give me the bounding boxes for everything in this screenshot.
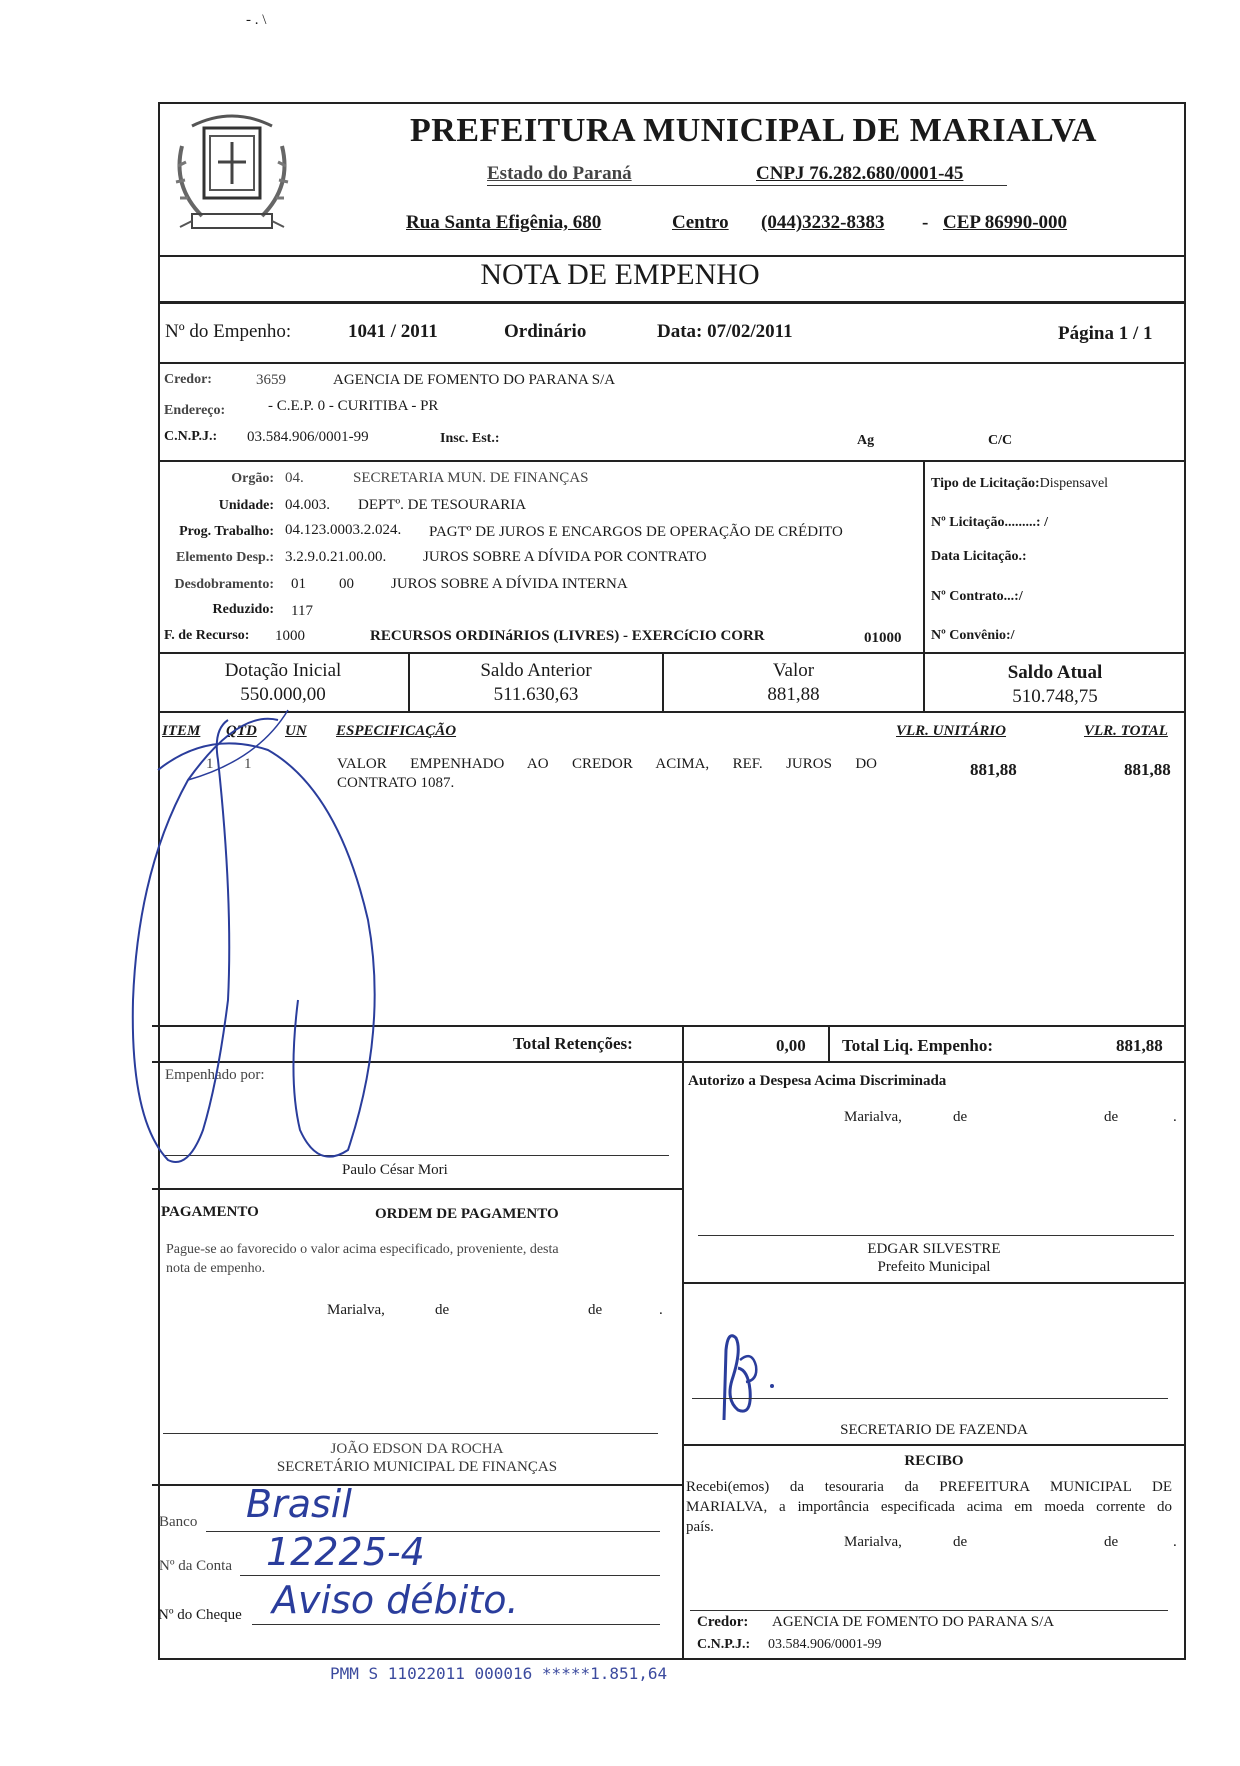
scan-mark: - . \: [246, 12, 267, 28]
unidade-code: 04.003.: [285, 497, 330, 513]
orgao-name: SECRETARIA MUN. DE FINANÇAS: [353, 470, 589, 486]
empenhado-label: Empenhado por:: [165, 1067, 265, 1083]
pagamento-text-line2: nota de empenho.: [166, 1261, 266, 1276]
orgao-code: 04.: [285, 470, 304, 486]
address-sep: -: [922, 212, 929, 233]
desdobramento-label: Desdobramento:: [174, 577, 274, 592]
desdobramento-name: JUROS SOBRE A DÍVIDA INTERNA: [391, 576, 628, 592]
state-label: Estado do Paraná: [487, 163, 632, 184]
credor-label: Credor:: [164, 372, 212, 387]
orgao-label: Orgão:: [231, 471, 274, 486]
total-liq-label: Total Liq. Empenho:: [842, 1036, 993, 1055]
recibo-cnpj-label: C.N.P.J.:: [697, 1637, 751, 1652]
recibo-credor-label: Credor:: [697, 1614, 749, 1630]
dotacao-inicial-label: Dotação Inicial: [224, 660, 342, 681]
cep: CEP 86990-000: [943, 212, 1068, 233]
autorizo-city: Marialva,: [844, 1109, 902, 1125]
autorizo-de2: de: [1104, 1109, 1119, 1125]
cheque-label: Nº do Cheque: [158, 1607, 242, 1623]
recurso-name: RECURSOS ORDINáRIOS (LIVRES) - EXERCíCIO CORR: [370, 628, 765, 644]
cnpj-label: C.N.P.J.:: [164, 429, 218, 444]
elemento-name: JUROS SOBRE A DÍVIDA POR CONTRATO: [423, 549, 707, 565]
secretario-financas-name: JOÃO EDSON DA ROCHA: [330, 1441, 504, 1457]
payment-stamp: PMM S 11022011 000016 *****1.851,64: [330, 1664, 668, 1683]
recibo-dot: .: [1173, 1534, 1177, 1550]
unidade-label: Unidade:: [218, 498, 274, 513]
recibo-de2: de: [1104, 1534, 1119, 1550]
banco-handwritten: Brasil: [246, 1482, 352, 1526]
recurso-code: 1000: [275, 628, 305, 644]
total-liq-value: 881,88: [1116, 1036, 1163, 1055]
recurso-label: F. de Recurso:: [164, 628, 250, 643]
cnpj-header: CNPJ 76.282.680/0001-45: [756, 163, 964, 184]
prog-label: Prog. Trabalho:: [179, 524, 274, 539]
item-spec-line1: VALOR EMPENHADO AO CREDOR ACIMA, REF. JUROS DO: [337, 756, 877, 772]
fazenda-signature-icon: [712, 1320, 782, 1430]
numero-convenio: Nº Convênio:/: [931, 628, 1015, 643]
valor-value: 881,88: [767, 684, 820, 705]
empenho-type: Ordinário: [504, 321, 587, 342]
pagamento-de2: de: [588, 1302, 603, 1318]
secretario-financas-role: SECRETÁRIO MUNICIPAL DE FINANÇAS: [276, 1459, 558, 1475]
saldo-anterior-value: 511.630,63: [493, 684, 579, 705]
recibo-text-line1: Recebi(emos) da tesouraria da PREFEITURA MUNICIPAL DE: [686, 1479, 1172, 1495]
page-number: Página 1 / 1: [1058, 323, 1153, 344]
valor-label: Valor: [772, 660, 815, 681]
col-especificacao: ESPECIFICAÇÃO: [336, 723, 457, 739]
recibo-label: RECIBO: [904, 1453, 964, 1469]
item-unit-value: 881,88: [970, 760, 1017, 779]
cnpj-value: 03.584.906/0001-99: [247, 429, 369, 445]
empenho-label: Nº do Empenho:: [165, 321, 292, 342]
pagamento-label: PAGAMENTO: [161, 1204, 259, 1220]
elemento-label: Elemento Desp.:: [176, 550, 274, 565]
col-item: ITEM: [162, 723, 201, 739]
saldo-anterior-label: Saldo Anterior: [480, 660, 592, 681]
col-vlr-unitario: VLR. UNITÁRIO: [896, 723, 1007, 739]
saldo-atual-label: Saldo Atual: [1007, 662, 1103, 683]
ordem-pagamento-label: ORDEM DE PAGAMENTO: [375, 1206, 559, 1222]
secretario-fazenda-role: SECRETARIO DE FAZENDA: [840, 1422, 1028, 1438]
empenhado-name: Paulo César Mori: [342, 1162, 448, 1178]
pagamento-city: Marialva,: [327, 1302, 385, 1318]
numero-licitacao: Nº Licitação.........: /: [931, 515, 1048, 530]
pagamento-de1: de: [435, 1302, 450, 1318]
saldo-atual-value: 510.748,75: [1012, 686, 1098, 707]
item-number: 1: [206, 756, 214, 772]
prog-code: 04.123.0003.2.024.: [285, 522, 402, 538]
total-retencoes-label: Total Retenções:: [513, 1034, 633, 1053]
prefeito-role: Prefeito Municipal: [877, 1259, 991, 1275]
doc-title: NOTA DE EMPENHO: [480, 258, 760, 291]
empenho-date: Data: 07/02/2011: [657, 321, 793, 342]
col-un: UN: [285, 723, 307, 739]
tipo-licitacao-label: Tipo de Licitação:Dispensavel: [931, 476, 1109, 491]
recibo-credor-name: AGENCIA DE FOMENTO DO PARANA S/A: [772, 1614, 1055, 1630]
recibo-cnpj-value: 03.584.906/0001-99: [768, 1637, 882, 1652]
autorizo-de1: de: [953, 1109, 968, 1125]
col-vlr-total: VLR. TOTAL: [1084, 723, 1168, 739]
desd-code1: 01: [291, 576, 306, 592]
prefeitura-title: PREFEITURA MUNICIPAL DE MARIALVA: [410, 112, 1097, 149]
district: Centro: [672, 212, 729, 233]
item-total-value: 881,88: [1124, 760, 1171, 779]
empenho-signature-icon: [128, 700, 448, 1170]
credor-code: 3659: [256, 372, 286, 388]
item-spec-line2: CONTRATO 1087.: [337, 775, 455, 791]
recibo-text-line3: país.: [686, 1519, 714, 1535]
address: Rua Santa Efigênia, 680: [406, 212, 602, 233]
phone: (044)3232-8383: [761, 212, 885, 233]
recibo-text-line2: MARIALVA, a importância especificada acima em moeda corrente do: [686, 1499, 1172, 1515]
ag-label: Ag: [857, 433, 875, 448]
tipo-licitacao-value: Dispensavel: [1039, 476, 1109, 491]
elemento-code: 3.2.9.0.21.00.00.: [285, 549, 387, 565]
autorizo-label: Autorizo a Despesa Acima Discriminada: [688, 1073, 947, 1089]
numero-contrato: Nº Contrato...:/: [931, 589, 1023, 604]
cheque-handwritten: Aviso débito.: [272, 1578, 519, 1622]
credor-name: AGENCIA DE FOMENTO DO PARANA S/A: [333, 372, 616, 388]
empenho-number: 1041 / 2011: [348, 321, 438, 342]
pagamento-dot: .: [659, 1302, 663, 1318]
recibo-de1: de: [953, 1534, 968, 1550]
autorizo-dot: .: [1173, 1109, 1177, 1125]
desd-code2: 00: [339, 576, 354, 592]
item-qtd: 1: [244, 756, 252, 772]
banco-label: Banco: [159, 1514, 198, 1530]
col-qtd: QTD: [226, 723, 257, 739]
recibo-city: Marialva,: [844, 1534, 902, 1550]
coat-of-arms-icon: [162, 106, 302, 250]
prog-name: PAGTº DE JUROS E ENCARGOS DE OPERAÇÃO DE CRÉDITO: [429, 524, 843, 540]
insc-label: Insc. Est.:: [440, 431, 500, 446]
recurso-num: 01000: [864, 630, 902, 646]
reduzido-value: 117: [291, 603, 313, 619]
dotacao-inicial-value: 550.000,00: [240, 684, 326, 705]
cc-label: C/C: [988, 433, 1013, 448]
endereco-label: Endereço:: [164, 403, 226, 418]
unidade-name: DEPTº. DE TESOURARIA: [358, 497, 527, 513]
reduzido-label: Reduzido:: [212, 602, 274, 617]
total-retencoes-value: 0,00: [776, 1036, 806, 1055]
endereco-value: - C.E.P. 0 - CURITIBA - PR: [268, 398, 439, 414]
data-licitacao: Data Licitação.:: [931, 549, 1027, 564]
conta-label: Nº da Conta: [159, 1558, 232, 1574]
prefeito-name: EDGAR SILVESTRE: [867, 1241, 1001, 1257]
pagamento-text-line1: Pague-se ao favorecido o valor acima especificado, proveniente, desta: [166, 1242, 559, 1257]
conta-handwritten: 12225-4: [266, 1530, 425, 1574]
